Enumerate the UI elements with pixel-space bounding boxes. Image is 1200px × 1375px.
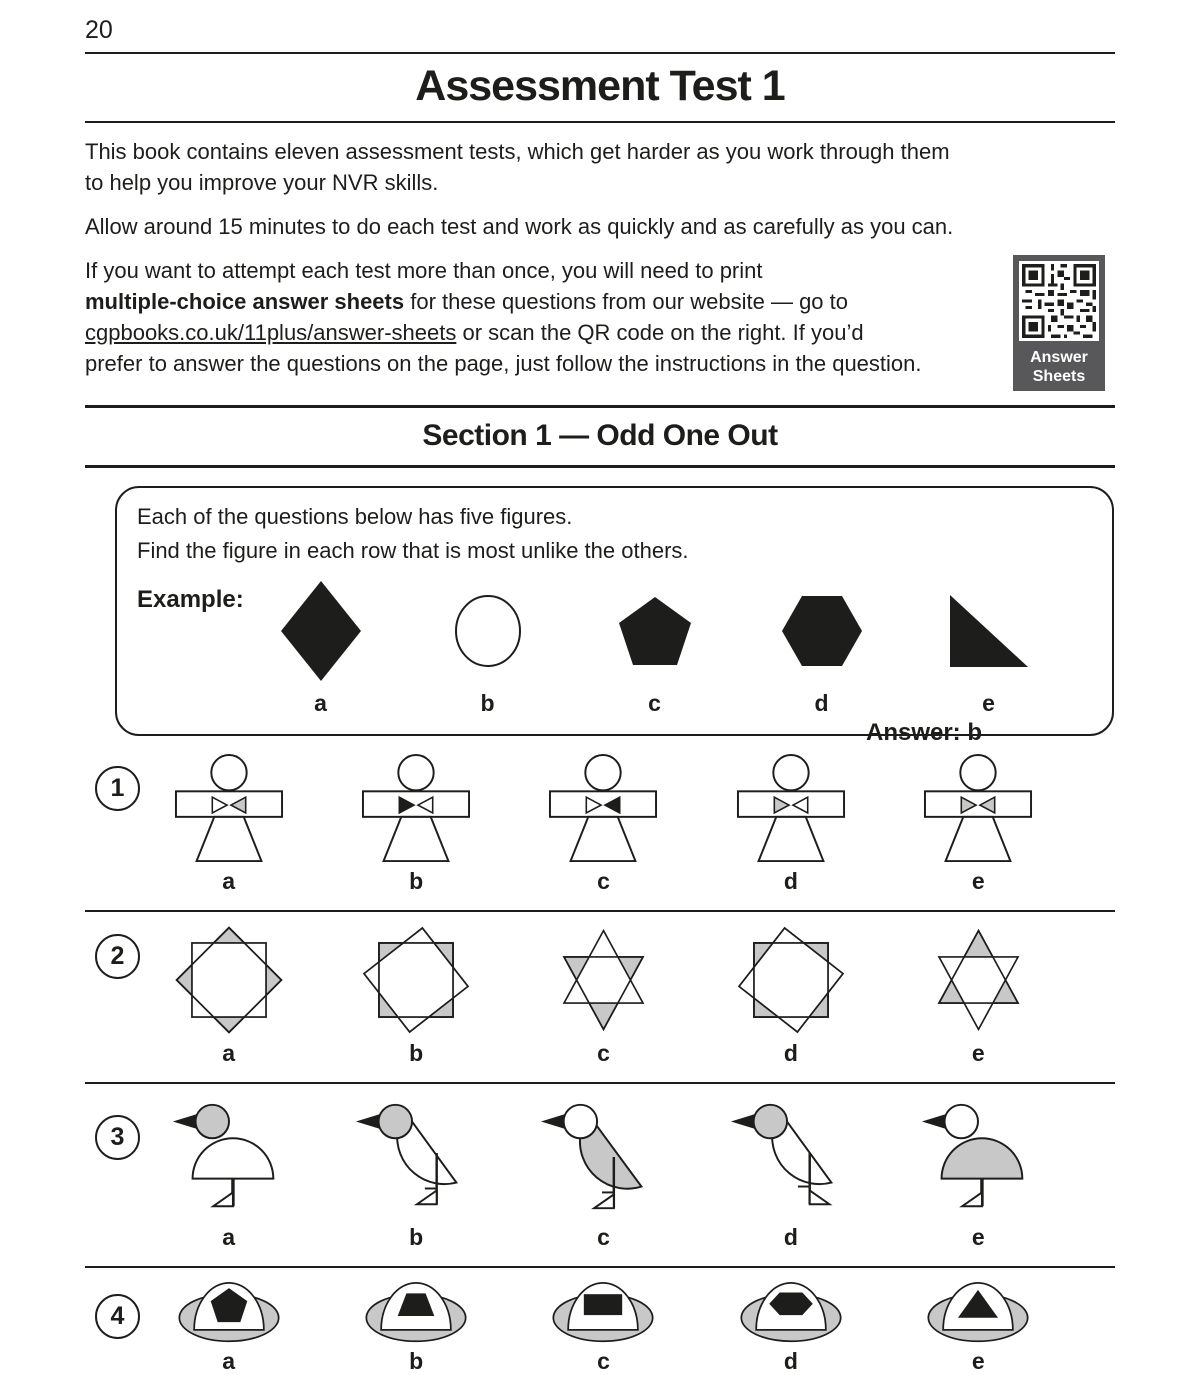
q3-letter-c: c: [597, 1224, 610, 1250]
star6-up-triangle-points-gray: [925, 924, 1032, 1036]
q4-letter-e: e: [971, 1348, 985, 1374]
question-1-number: 1: [110, 774, 125, 802]
example-answer: Answer: b: [865, 719, 982, 746]
intro-p3-line1: If you want to attempt each test more than once, you will need to print: [85, 258, 763, 283]
question-3-number: 3: [110, 1123, 125, 1151]
question-3-figures: [85, 1092, 1115, 1220]
bird-white-head-gray-dome-body: [914, 1092, 1042, 1220]
question-2-number-badge: [95, 934, 140, 979]
example-letter-a: a: [314, 690, 327, 716]
q1-letter-a: a: [222, 868, 236, 894]
instructions-line2: Find the figure in each row that is most unlike the others.: [137, 538, 689, 563]
example-label: Example:: [137, 586, 244, 613]
bird-gray-head-white-sail-body-right-foot: [727, 1092, 855, 1220]
question-4-number: 4: [110, 1302, 125, 1330]
example-letter-d: d: [814, 690, 829, 716]
person-bowtie-both-gray: [923, 754, 1033, 864]
question-4-letters: [85, 1348, 1115, 1375]
q4-letter-c: c: [597, 1348, 610, 1374]
question-2-letters: [85, 1040, 1115, 1067]
intro-paragraph-3-with-qr: [85, 255, 1115, 391]
section-rule-bottom: [85, 465, 1115, 468]
q2-letter-d: d: [783, 1040, 798, 1066]
q4-letter-d: d: [783, 1348, 798, 1374]
q1-letter-b: b: [409, 868, 424, 894]
filled-pentagon-figure: [617, 595, 693, 667]
star8-diamond-points-gray: [173, 924, 285, 1036]
intro-p3-line2-rest: for these questions from our website — go to: [404, 289, 848, 314]
q2-letter-c: c: [597, 1040, 610, 1066]
person-bowtie-left-gray: [736, 754, 846, 864]
ufo-black-rectangle: [542, 1274, 664, 1344]
outline-circle-figure: [453, 593, 523, 669]
answer-sheets-qr-badge: [1013, 255, 1105, 391]
title-rule-bottom: [85, 121, 1115, 123]
intro-p3-bold-text: multiple-choice answer sheets: [85, 289, 405, 314]
question-1-number-badge: [95, 766, 140, 811]
section-title: Section 1 — Odd One Out: [422, 419, 778, 452]
ufo-black-pentagon: [168, 1274, 290, 1344]
question-1-letters: [85, 868, 1115, 895]
ufo-black-triangle: [917, 1274, 1039, 1344]
q3-letter-e: e: [971, 1224, 985, 1250]
page-number: 20: [85, 16, 113, 44]
ufo-black-trapezoid: [355, 1274, 477, 1344]
example-row: [137, 578, 1092, 684]
question-divider-2: [85, 1082, 1115, 1084]
question-1-figures: [85, 754, 1115, 864]
qr-badge-label: [1030, 348, 1088, 386]
intro-p3-line3: [85, 317, 1005, 348]
q4-letter-b: b: [409, 1348, 424, 1374]
star8-square-corners-gray-cw: [360, 924, 472, 1036]
question-4: [85, 1274, 1115, 1375]
person-bowtie-left-black: [361, 754, 471, 864]
filled-diamond-figure: [279, 579, 363, 683]
q4-letter-a: a: [222, 1348, 236, 1374]
person-bowtie-right-gray: [174, 754, 284, 864]
page-title: Assessment Test 1: [415, 62, 785, 110]
q2-letter-e: e: [971, 1040, 985, 1066]
q1-letter-e: e: [971, 868, 985, 894]
filled-right-triangle-figure: [948, 593, 1030, 669]
q1-letter-d: d: [783, 868, 798, 894]
example-letter-b: b: [480, 690, 495, 716]
question-2-number: 2: [110, 942, 125, 970]
question-4-number-badge: [95, 1294, 140, 1339]
qr-code-icon: [1019, 261, 1099, 341]
q3-letter-a: a: [222, 1224, 236, 1250]
example-letter-e: e: [982, 690, 995, 716]
example-letters: [237, 690, 1072, 717]
ufo-black-hexagon: [730, 1274, 852, 1344]
intro-p3-line3-rest: or scan the QR code on the right. If you’d: [456, 320, 864, 345]
q3-letter-d: d: [783, 1224, 798, 1250]
person-bowtie-right-black: [548, 754, 658, 864]
question-1: [85, 754, 1115, 895]
filled-hexagon-figure: [780, 594, 864, 668]
bird-gray-head-white-dome-body: [165, 1092, 293, 1220]
bird-gray-head-white-sail-body: [352, 1092, 480, 1220]
example-letter-c: c: [648, 690, 661, 716]
qr-badge-label-line2: Sheets: [1032, 368, 1086, 385]
star6-down-triangle-points-gray: [550, 924, 657, 1036]
instructions-example-box: [115, 486, 1114, 746]
intro-p1-line2: to help you improve your NVR skills.: [85, 170, 439, 195]
question-3-number-badge: [95, 1115, 140, 1160]
instructions-line1: Each of the questions below has five figures.: [137, 504, 573, 529]
q3-letter-b: b: [409, 1224, 424, 1250]
intro-paragraph-1: [85, 136, 1115, 198]
answer-sheets-link[interactable]: cgpbooks.co.uk/11plus/answer-sheets: [85, 320, 457, 345]
star8-square-corners-gray-ccw: [735, 924, 847, 1036]
question-2: [85, 924, 1115, 1067]
intro-p3-line2: [85, 286, 1005, 317]
question-3: [85, 1092, 1115, 1251]
qr-badge-label-line1: Answer: [1030, 349, 1088, 366]
question-4-figures: [85, 1274, 1115, 1344]
intro-paragraph-3: [85, 255, 1005, 391]
bird-white-head-gray-sail-body: [539, 1092, 667, 1220]
intro-p1-line1: This book contains eleven assessment tests, which get harder as you work through them: [85, 139, 950, 164]
q1-letter-c: c: [597, 868, 610, 894]
question-3-letters: [85, 1224, 1115, 1251]
q2-letter-a: a: [222, 1040, 236, 1066]
question-divider-3: [85, 1266, 1115, 1268]
intro-p3-line4: prefer to answer the questions on the page, just follow the instructions in the question.: [85, 351, 922, 376]
intro-paragraph-2: Allow around 15 minutes to do each test and work as quickly and as carefully as you can.: [85, 214, 954, 239]
q2-letter-b: b: [409, 1040, 424, 1066]
question-2-figures: [85, 924, 1115, 1036]
question-divider-1: [85, 910, 1115, 912]
example-figures: [237, 578, 1072, 684]
